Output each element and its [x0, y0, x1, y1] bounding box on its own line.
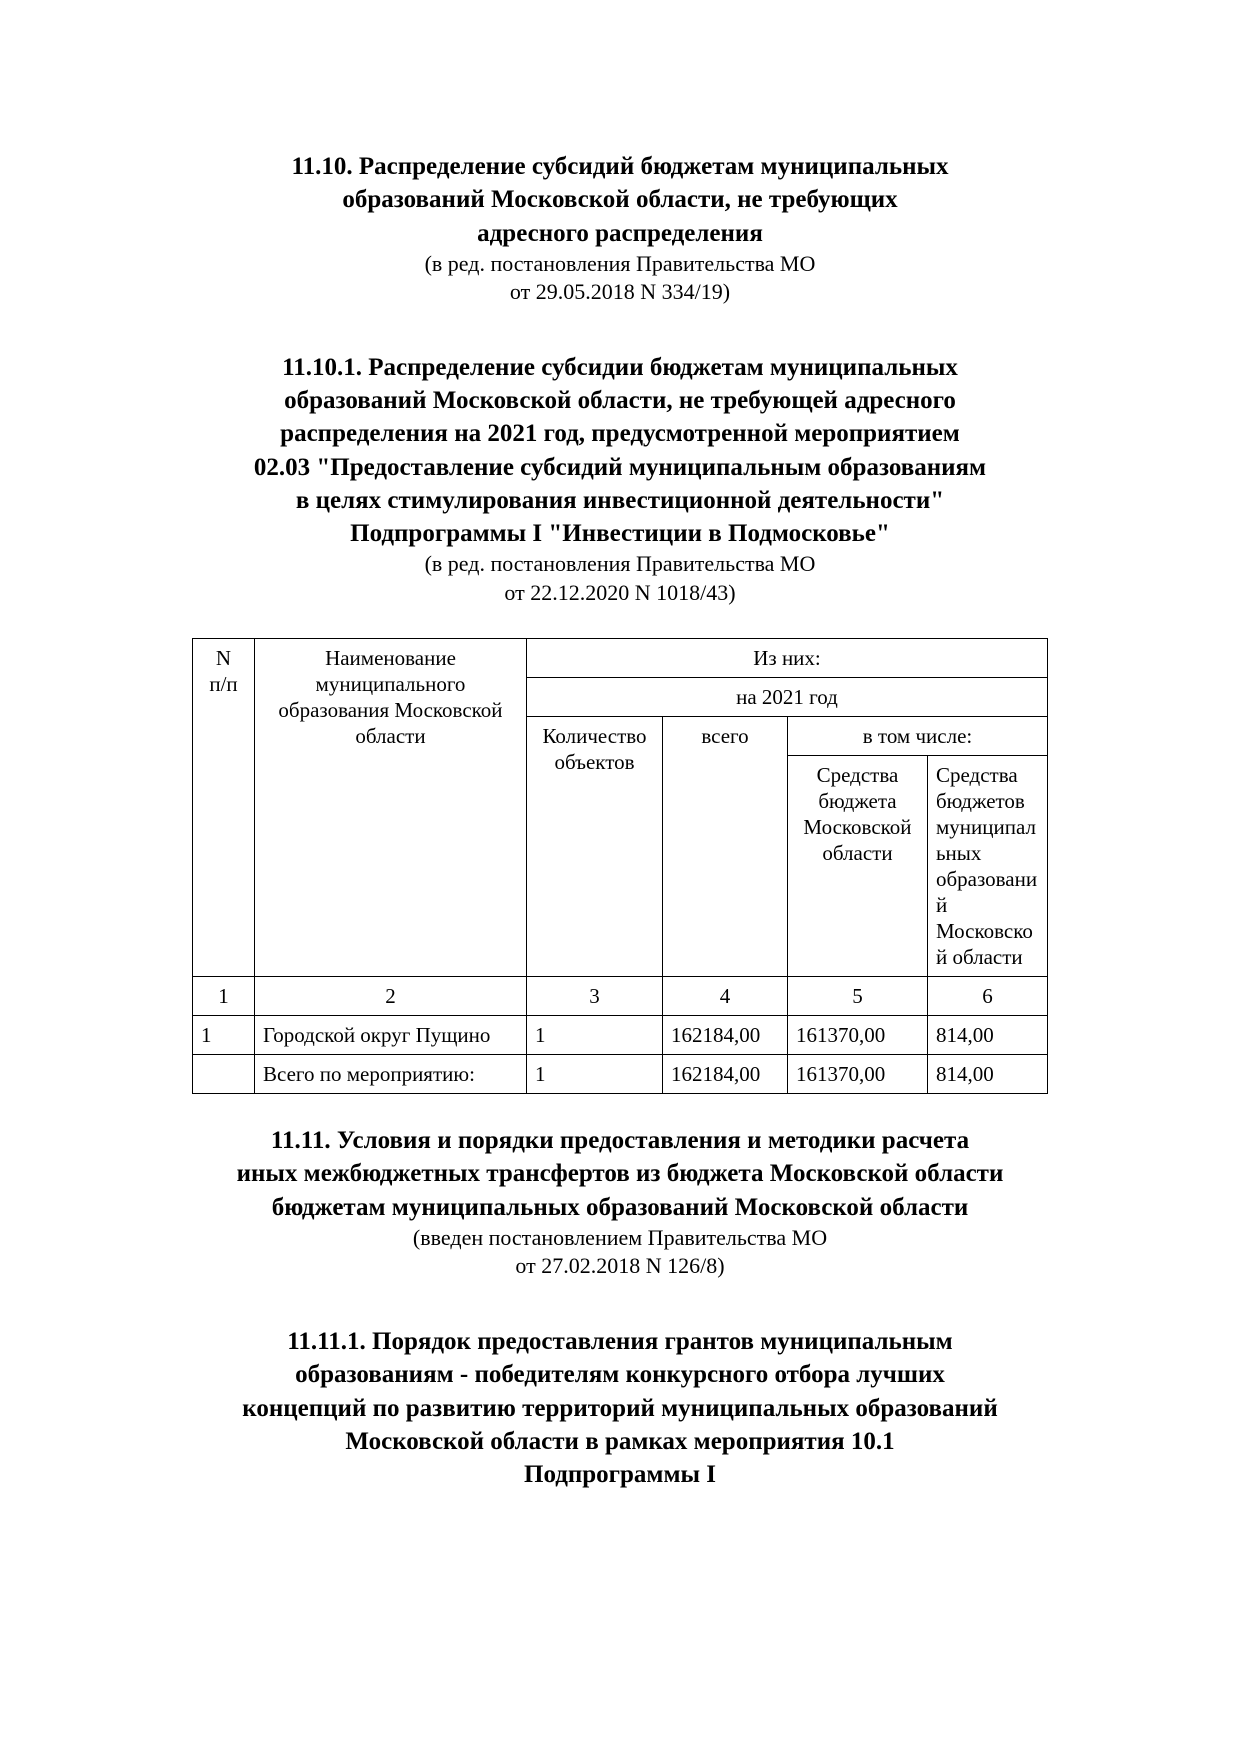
colnum-6: 6	[927, 976, 1047, 1015]
heading-11-10-line-2: образований Московской области, не требующих	[342, 186, 898, 214]
spacer-after-heading-1	[100, 307, 1140, 351]
header-cell-npp	[192, 638, 254, 976]
heading-11-10-1	[100, 351, 1140, 551]
header-mun-budget-line-8: й области	[935, 944, 1023, 969]
heading-11-11-line-2: иных межбюджетных трансфертов из бюджета Московской области	[236, 1160, 1004, 1188]
caption-11-10-line-1: (в ред. постановления Правительства МО	[424, 250, 816, 276]
heading-11-10-line-1: 11.10. Распределение субсидий бюджетам муниципальных	[291, 153, 949, 180]
heading-11-10-1-line-3: распределения на 2021 год, предусмотренной мероприятием	[280, 420, 960, 448]
header-cell-including: в том числе:	[787, 716, 1047, 755]
header-cell-year-2021: на 2021 год	[526, 677, 1047, 716]
heading-11-11-line-3: бюджетам муниципальных образований Московской области	[271, 1193, 969, 1221]
header-cell-municipality-name	[254, 638, 526, 976]
header-mo-budget-line-3: Московской	[803, 814, 912, 839]
row-total-mo-budget: 161370,00	[787, 1055, 927, 1094]
row-total-npp	[192, 1055, 254, 1094]
row-1-mo-budget: 161370,00	[787, 1016, 927, 1055]
header-name-line-4: области	[355, 723, 426, 748]
row-total-object-count: 1	[526, 1055, 662, 1094]
header-npp-line-1: N	[215, 645, 232, 670]
colnum-3: 3	[526, 976, 662, 1015]
header-mun-budget-line-5: образовани	[935, 866, 1038, 891]
heading-11-11-1-line-1: 11.11.1. Порядок предоставления грантов муниципальным	[287, 1328, 953, 1355]
header-cell-municipal-budget	[927, 755, 1047, 976]
header-name-line-3: образования Московской	[278, 697, 503, 722]
heading-11-11	[100, 1124, 1140, 1224]
table-header-row-1	[192, 638, 1047, 677]
spacer-after-table	[100, 1094, 1140, 1124]
spacer-after-heading-3	[100, 1281, 1140, 1325]
header-mo-budget-line-4: области	[822, 840, 893, 865]
caption-11-10-line-2: от 29.05.2018 N 334/19)	[509, 279, 731, 305]
spacer-before-table	[100, 608, 1140, 638]
header-mun-budget-line-3: муниципал	[935, 814, 1036, 839]
heading-11-11-1-line-4: Московской области в рамках мероприятия 10.1	[345, 1427, 895, 1455]
header-npp-line-2: п/п	[209, 671, 238, 696]
header-cell-mo-budget	[787, 755, 927, 976]
heading-11-10	[100, 150, 1140, 250]
header-cell-of-which: Из них:	[526, 638, 1047, 677]
header-count-line-1: Количество	[542, 723, 647, 748]
header-mun-budget-line-4: ьных	[935, 840, 982, 865]
table-row-total	[192, 1055, 1047, 1094]
header-mun-budget-line-6: й	[935, 892, 948, 917]
heading-11-11-1-line-5: Подпрограммы I	[524, 1461, 716, 1488]
heading-11-11-1-line-3: концепций по развитию территорий муниципальных образований	[242, 1394, 998, 1422]
caption-11-11-line-2: от 27.02.2018 N 126/8)	[515, 1253, 725, 1279]
header-mun-budget-line-7: Московско	[935, 918, 1033, 943]
heading-11-10-1-line-4: 02.03 "Предоставление субсидий муниципальным образованиям	[253, 453, 987, 481]
heading-11-11-1	[100, 1325, 1140, 1491]
caption-11-10-1-line-2: от 22.12.2020 N 1018/43)	[504, 580, 736, 606]
header-name-line-2: муниципального	[315, 671, 466, 696]
caption-11-11	[100, 1224, 1140, 1281]
colnum-1: 1	[192, 976, 254, 1015]
caption-11-10-1-line-1: (в ред. постановления Правительства МО	[424, 551, 816, 577]
subsidy-distribution-table	[192, 638, 1048, 1094]
header-mo-budget-line-1: Средства	[816, 762, 899, 787]
header-cell-object-count	[526, 716, 662, 976]
heading-11-11-1-line-2: образованиям - победителям конкурсного отбора лучших	[295, 1361, 945, 1389]
heading-11-10-1-line-6: Подпрограммы I "Инвестиции в Подмосковье"	[350, 520, 890, 548]
heading-11-10-1-line-2: образований Московской области, не требующей адресного	[284, 387, 956, 415]
header-mun-budget-line-2: бюджетов	[935, 788, 1025, 813]
caption-11-10	[100, 250, 1140, 307]
caption-11-11-line-1: (введен постановлением Правительства МО	[412, 1224, 828, 1250]
header-cell-total: всего	[662, 716, 787, 976]
heading-11-11-line-1: 11.11. Условия и порядки предоставления и методики расчета	[270, 1127, 970, 1155]
table-column-number-row	[192, 976, 1047, 1015]
heading-11-10-line-3: адресного распределения	[477, 219, 763, 247]
header-mo-budget-line-2: бюджета	[818, 788, 897, 813]
row-1-total: 162184,00	[662, 1016, 787, 1055]
header-mun-budget-line-1: Средства	[935, 762, 1018, 787]
row-total-municipal-budget: 814,00	[927, 1055, 1047, 1094]
caption-11-10-1	[100, 550, 1140, 607]
row-1-object-count: 1	[526, 1016, 662, 1055]
heading-11-10-1-line-1: 11.10.1. Распределение субсидии бюджетам муниципальных	[282, 353, 958, 381]
row-1-municipality: Городской округ Пущино	[254, 1016, 526, 1055]
header-count-line-2: объектов	[554, 749, 635, 774]
row-1-npp: 1	[192, 1016, 254, 1055]
colnum-5: 5	[787, 976, 927, 1015]
table-row	[192, 1016, 1047, 1055]
row-1-municipal-budget: 814,00	[927, 1016, 1047, 1055]
row-total-total: 162184,00	[662, 1055, 787, 1094]
row-total-label: Всего по мероприятию:	[254, 1055, 526, 1094]
header-name-line-1: Наименование	[325, 645, 456, 670]
heading-11-10-1-line-5: в целях стимулирования инвестиционной деятельности"	[295, 486, 945, 514]
colnum-4: 4	[662, 976, 787, 1015]
colnum-2: 2	[254, 976, 526, 1015]
